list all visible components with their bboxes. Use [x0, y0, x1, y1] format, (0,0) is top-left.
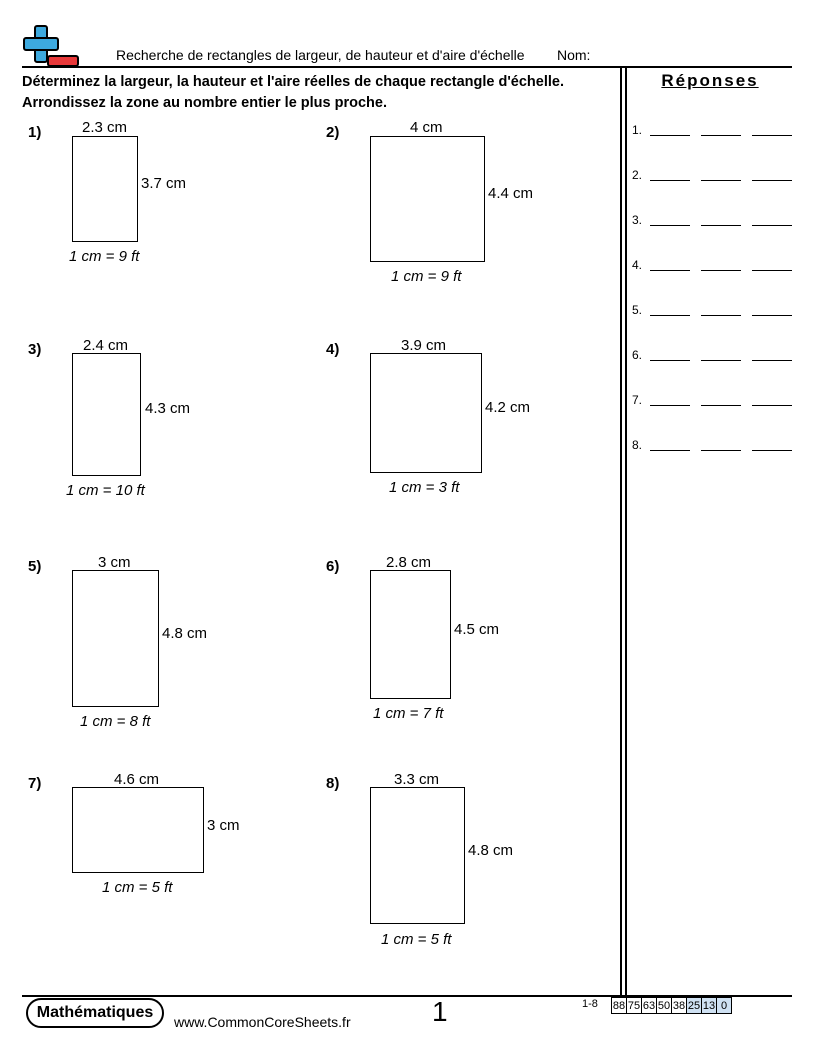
answer-blank[interactable]	[752, 135, 792, 136]
problem-number: 5)	[28, 558, 42, 575]
answer-blank[interactable]	[701, 360, 741, 361]
instruction-line-2: Arrondissez la zone au nombre entier le plus proche.	[22, 95, 387, 111]
scale-label: 1 cm = 9 ft	[391, 268, 462, 285]
score-cell: 88	[612, 999, 626, 1012]
problem-number: 4)	[326, 341, 340, 358]
score-table	[611, 997, 732, 1014]
width-label: 4 cm	[410, 119, 443, 136]
scale-label: 1 cm = 10 ft	[66, 482, 145, 499]
answer-blank[interactable]	[650, 270, 690, 271]
answer-blank[interactable]	[752, 180, 792, 181]
answer-row	[632, 393, 794, 409]
answer-blank[interactable]	[650, 360, 690, 361]
answer-blank[interactable]	[650, 450, 690, 451]
name-label: Nom:	[557, 47, 591, 63]
problem-number: 2)	[326, 124, 340, 141]
scale-label: 1 cm = 5 ft	[381, 931, 452, 948]
width-label: 3.9 cm	[401, 337, 447, 354]
height-label: 4.3 cm	[145, 400, 191, 417]
height-label: 4.8 cm	[468, 842, 514, 859]
answer-blank[interactable]	[701, 315, 741, 316]
score-cell: 38	[672, 999, 686, 1012]
answer-number: 2.	[632, 168, 643, 182]
site-url: www.CommonCoreSheets.fr	[174, 1014, 351, 1030]
score-cell: 63	[642, 999, 656, 1012]
brand-badge: Mathématiques	[26, 998, 164, 1028]
scale-rectangle	[370, 136, 485, 262]
scale-rectangle	[72, 353, 141, 476]
height-label: 4.5 cm	[454, 621, 500, 638]
answer-row	[632, 258, 794, 274]
scale-rectangle	[72, 136, 138, 242]
scale-rectangle	[72, 570, 159, 707]
answer-row	[632, 123, 794, 139]
height-label: 4.2 cm	[485, 399, 531, 416]
answer-blank[interactable]	[701, 225, 741, 226]
column-divider-right	[625, 67, 627, 997]
width-label: 2.4 cm	[83, 337, 129, 354]
answer-blank[interactable]	[650, 315, 690, 316]
width-label: 2.8 cm	[386, 554, 432, 571]
height-label: 3 cm	[207, 817, 240, 834]
problem-number: 3)	[28, 341, 42, 358]
answer-row	[632, 213, 794, 229]
answer-blank[interactable]	[650, 180, 690, 181]
answer-blank[interactable]	[701, 405, 741, 406]
answer-blank[interactable]	[650, 405, 690, 406]
scale-label: 1 cm = 7 ft	[373, 705, 444, 722]
answer-row	[632, 168, 794, 184]
score-cell: 75	[627, 999, 641, 1012]
problem-number: 6)	[326, 558, 340, 575]
answer-number: 8.	[632, 438, 643, 452]
answer-blank[interactable]	[752, 270, 792, 271]
header-divider	[22, 66, 792, 68]
answer-blank[interactable]	[752, 405, 792, 406]
score-cell: 0	[717, 998, 732, 1014]
answer-blank[interactable]	[752, 360, 792, 361]
width-label: 4.6 cm	[114, 771, 160, 788]
answer-blank[interactable]	[701, 135, 741, 136]
instructions	[22, 72, 612, 114]
scale-label: 1 cm = 3 ft	[389, 479, 460, 496]
answer-row	[632, 438, 794, 454]
answer-blank[interactable]	[701, 270, 741, 271]
scale-label: 1 cm = 8 ft	[80, 713, 151, 730]
score-cell: 25	[687, 999, 701, 1012]
worksheet-title: Recherche de rectangles de largeur, de hauteur et d'aire d'échelle	[116, 47, 525, 63]
scale-rectangle	[370, 353, 482, 473]
plus-minus-logo-icon	[22, 24, 80, 68]
answer-blank[interactable]	[752, 450, 792, 451]
answer-row	[632, 348, 794, 364]
answer-number: 1.	[632, 123, 643, 137]
answer-blank[interactable]	[650, 225, 690, 226]
scale-label: 1 cm = 9 ft	[69, 248, 140, 265]
score-cell: 50	[657, 999, 671, 1012]
answer-number: 7.	[632, 393, 643, 407]
answer-blank[interactable]	[701, 450, 741, 451]
answer-blank[interactable]	[752, 315, 792, 316]
height-label: 3.7 cm	[141, 175, 187, 192]
column-divider-left	[620, 67, 622, 997]
answers-title: Réponses	[661, 71, 759, 90]
answer-number: 4.	[632, 258, 643, 272]
answer-row	[632, 303, 794, 319]
instruction-line-1: Déterminez la largeur, la hauteur et l'aire réelles de chaque rectangle d'échelle.	[22, 74, 565, 90]
answer-number: 6.	[632, 348, 643, 362]
scale-label: 1 cm = 5 ft	[102, 879, 173, 896]
height-label: 4.4 cm	[488, 185, 534, 202]
answer-blank[interactable]	[752, 225, 792, 226]
page-number: 1	[432, 996, 448, 1027]
scale-rectangle	[370, 787, 465, 924]
problem-range: 1-8	[582, 998, 598, 1010]
width-label: 2.3 cm	[82, 119, 128, 136]
answer-blank[interactable]	[701, 180, 741, 181]
height-label: 4.8 cm	[162, 625, 208, 642]
width-label: 3.3 cm	[394, 771, 440, 788]
score-cell: 13	[702, 999, 716, 1012]
score-row	[612, 998, 732, 1014]
answer-number: 3.	[632, 213, 643, 227]
width-label: 3 cm	[98, 554, 131, 571]
answer-blank[interactable]	[650, 135, 690, 136]
scale-rectangle	[72, 787, 204, 873]
problem-number: 7)	[28, 775, 42, 792]
problem-number: 8)	[326, 775, 340, 792]
answer-number: 5.	[632, 303, 643, 317]
scale-rectangle	[370, 570, 451, 699]
problem-number: 1)	[28, 124, 42, 141]
